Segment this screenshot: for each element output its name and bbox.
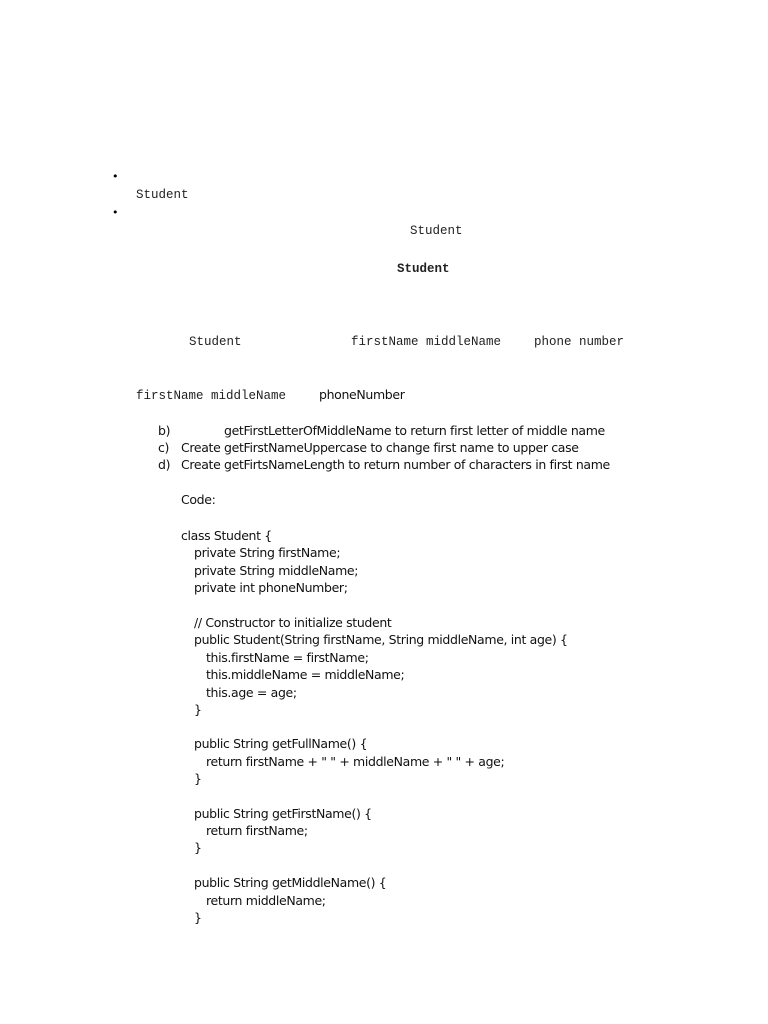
bullet-1: •: [112, 170, 119, 183]
list-marker-b: b): [158, 423, 171, 438]
row-a-names: firstName middleName: [351, 335, 502, 349]
code-label: Code:: [181, 492, 216, 507]
code-line: public Student(String firstName, String middleName, int age) {: [194, 632, 568, 647]
code-line: class Student {: [181, 528, 272, 543]
student-heading: Student: [397, 262, 450, 276]
code-line: private String firstName;: [194, 545, 341, 560]
code-line: return firstName + " " + middleName + " " + age;: [206, 754, 505, 769]
list-item-b: getFirstLetterOfMiddleName to return first letter of middle name: [224, 423, 605, 438]
bullet-2: •: [112, 206, 119, 219]
code-line: }: [194, 702, 202, 717]
code-line: this.age = age;: [206, 685, 297, 700]
list-marker-d: d): [158, 457, 171, 472]
code-line: }: [194, 771, 202, 786]
student-label: Student: [136, 188, 189, 202]
code-comment: // Constructor to initialize student: [194, 615, 392, 630]
code-line: public String getMiddleName() {: [194, 875, 387, 890]
row-b-phone: phoneNumber: [319, 387, 405, 402]
row-a-phone: phone number: [534, 335, 625, 349]
student-label-centered: Student: [410, 224, 463, 238]
code-line: }: [194, 910, 202, 925]
code-line: }: [194, 840, 202, 855]
row-b-names: firstName middleName: [136, 389, 287, 403]
list-item-d: Create getFirtsNameLength to return number of characters in first name: [181, 457, 610, 472]
list-marker-c: c): [158, 440, 170, 455]
code-line: public String getFullName() {: [194, 736, 368, 751]
code-line: return middleName;: [206, 893, 326, 908]
code-line: private int phoneNumber;: [194, 580, 348, 595]
code-line: public String getFirstName() {: [194, 806, 372, 821]
code-line: this.middleName = middleName;: [206, 667, 405, 682]
code-line: this.firstName = firstName;: [206, 650, 369, 665]
code-line: return firstName;: [206, 823, 308, 838]
row-a-student: Student: [189, 335, 242, 349]
list-item-c: Create getFirstNameUppercase to change first name to upper case: [181, 440, 579, 455]
code-line: private String middleName;: [194, 563, 359, 578]
